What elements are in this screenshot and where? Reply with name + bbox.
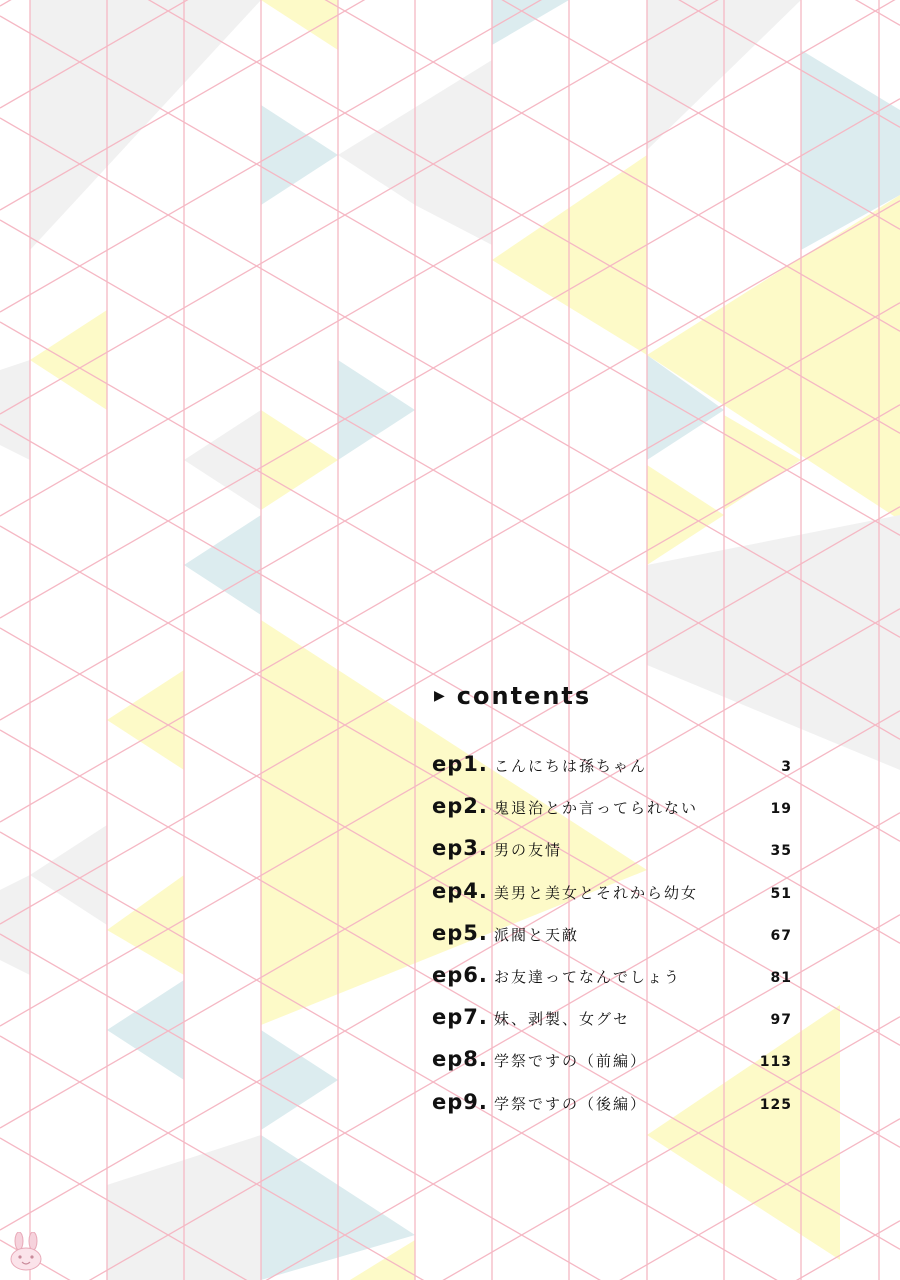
episode-number: ep2. <box>432 794 488 819</box>
bunny-logo-icon <box>6 1232 46 1272</box>
page-number: 35 <box>770 843 792 860</box>
contents-list <box>432 752 792 1132</box>
lattice-triangle <box>647 465 724 565</box>
lattice-triangle <box>0 360 30 460</box>
episode-number: ep9. <box>432 1089 488 1114</box>
lattice-triangle <box>30 0 261 250</box>
lattice-triangle <box>261 1030 338 1130</box>
contents-row[interactable] <box>432 794 792 836</box>
lattice-triangle <box>107 980 184 1080</box>
episode-title: 男の友情 <box>494 841 563 860</box>
episode-number: ep8. <box>432 1047 488 1072</box>
contents-row[interactable] <box>432 921 792 963</box>
episode-title: こんにちは孫ちゃん <box>494 757 648 775</box>
episode-number: ep7. <box>432 1005 488 1030</box>
page-number: 97 <box>770 1012 792 1029</box>
episode-number: ep6. <box>432 962 488 987</box>
page-number: 19 <box>770 801 792 818</box>
episode-title: 学祭ですの（前編） <box>494 1052 648 1071</box>
lattice-triangle <box>492 0 569 45</box>
contents-heading <box>432 680 792 712</box>
episode-number: ep5. <box>432 920 488 945</box>
contents-row[interactable] <box>432 1090 792 1132</box>
episode-title: 派閥と天敵 <box>494 925 580 944</box>
lattice-triangle <box>184 515 261 615</box>
page-number: 3 <box>781 759 792 775</box>
page-number: 67 <box>770 927 792 944</box>
page-number: 113 <box>759 1054 792 1071</box>
contents-row[interactable] <box>432 1047 792 1089</box>
episode-number: ep4. <box>432 878 488 903</box>
episode-title: 鬼退治とか言ってられない <box>494 799 699 818</box>
contents-row[interactable] <box>432 836 792 878</box>
lattice-triangle <box>107 670 184 770</box>
lattice-triangle <box>184 410 261 510</box>
page-number: 125 <box>759 1096 792 1113</box>
contents-row[interactable] <box>432 1005 792 1047</box>
contents-row[interactable] <box>432 963 792 1005</box>
lattice-triangle <box>30 825 107 925</box>
lattice-triangle <box>0 875 30 975</box>
episode-number: ep3. <box>432 836 488 861</box>
episode-title: 妹、剥製、女グセ <box>494 1010 631 1029</box>
lattice-triangle <box>338 360 415 460</box>
contents-heading-text: contents <box>456 682 592 710</box>
table-of-contents <box>432 680 792 1132</box>
lattice-triangle <box>30 310 107 410</box>
page-number: 81 <box>770 969 792 986</box>
lattice-triangle <box>261 0 338 50</box>
play-triangle-icon: ▶ <box>434 688 447 704</box>
episode-title: 学祭ですの（後編） <box>494 1094 648 1113</box>
contents-row[interactable] <box>432 879 792 921</box>
episode-number: ep1. <box>432 752 488 776</box>
page-number: 51 <box>770 885 792 902</box>
episode-title: お友達ってなんでしょう <box>494 967 682 986</box>
lattice-triangle <box>107 875 184 975</box>
contents-row[interactable] <box>432 752 792 794</box>
episode-title: 美男と美女とそれから幼女 <box>494 883 699 902</box>
